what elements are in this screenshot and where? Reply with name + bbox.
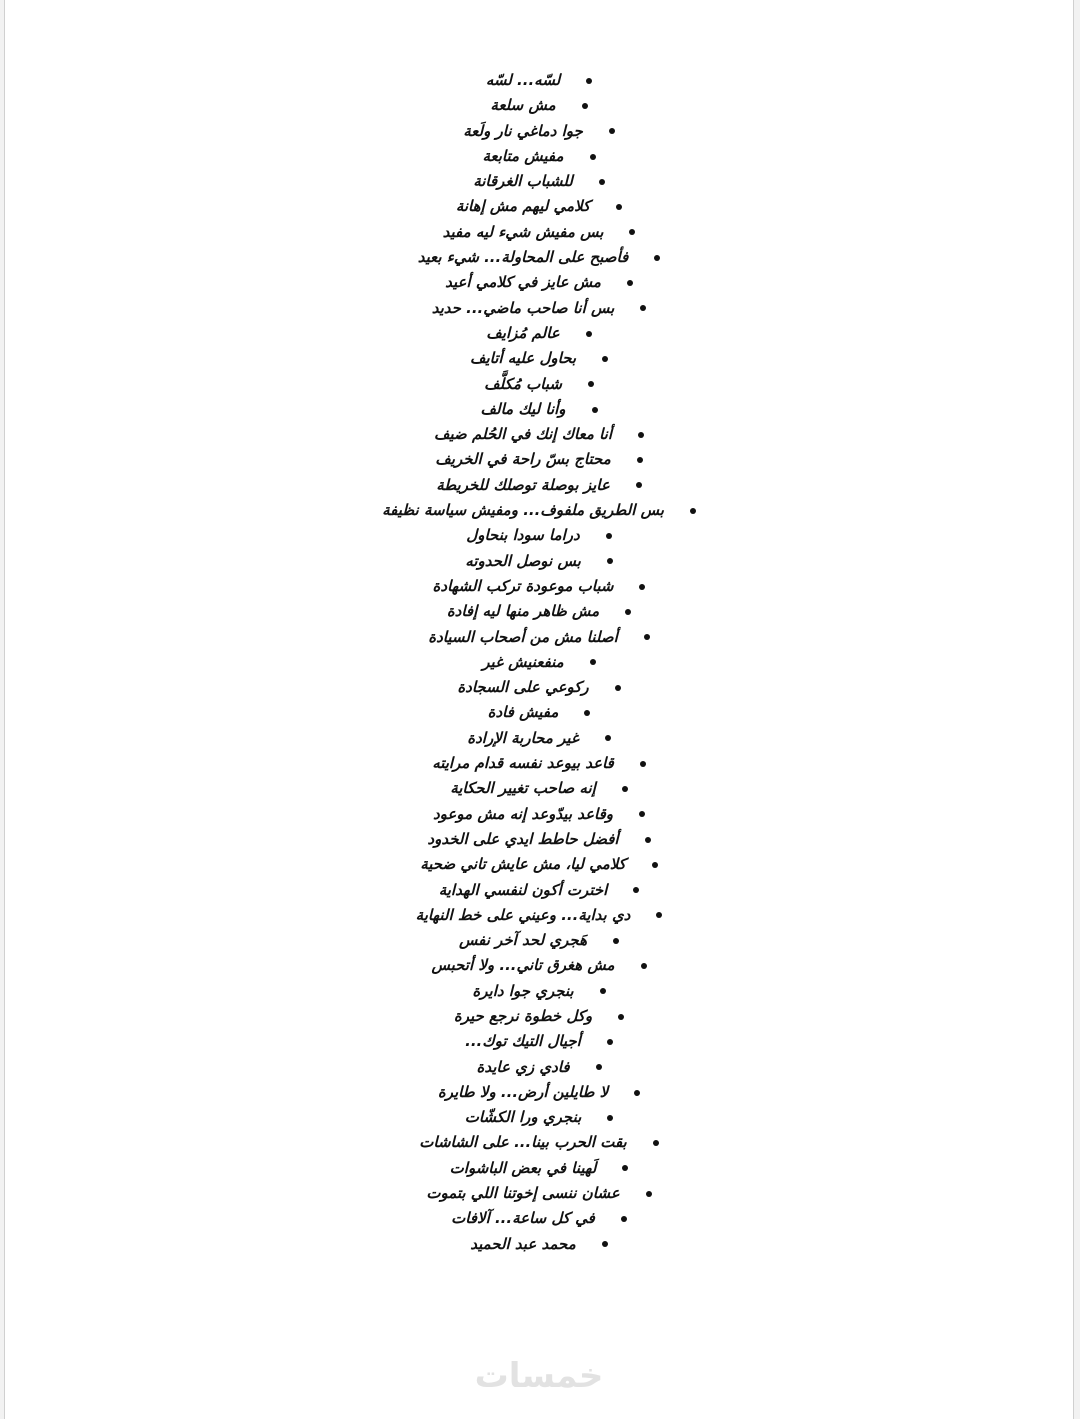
bullet-icon [606, 533, 612, 539]
poem-line-text: فادي زي عايدة [476, 1057, 570, 1076]
bullet-icon [629, 229, 635, 235]
poem-line-text: كلامي ليا، مش عايش تاني ضحية [420, 855, 626, 874]
poem-line [5, 650, 1073, 675]
poem-line [5, 549, 1073, 574]
bullet-icon [644, 634, 650, 640]
poem-line-text: إنه صاحب تغيير الحكاية [450, 779, 596, 798]
poem-line-text: وقاعد بيدّوعد إنه مش موعود [432, 804, 614, 823]
bullet-icon [609, 128, 615, 134]
poem-line-text: فأصبح على المحاولة... شيء بعيد [417, 248, 629, 267]
poem-line [5, 852, 1073, 877]
bullet-icon [645, 837, 651, 843]
bullet-icon [600, 988, 606, 994]
poem-line [5, 447, 1073, 472]
poem-line-text: لا طايلين أرض... ولا طايرة [437, 1082, 609, 1101]
poem-line-text: عالم مُزايف [486, 323, 560, 342]
poem-line-text: بقت الحرب بينا... على الشاشات [419, 1133, 627, 1152]
bullet-icon [622, 1165, 628, 1171]
poem-line [5, 751, 1073, 776]
bullet-icon [639, 584, 645, 590]
poem-line-text: بس الطريق ملفوف... ومفيش سياسة نظيفة [382, 501, 664, 520]
poem-line-text: غير محاربة الإرادة [467, 728, 579, 747]
poem-line-text: أنا معاك إنك في الحُلم ضيف [433, 425, 613, 444]
poem-line-text: مش سلعة [490, 96, 556, 115]
poem-line [5, 1055, 1073, 1080]
bullet-icon [633, 887, 639, 893]
poem-line [5, 1232, 1073, 1257]
poem-line [5, 953, 1073, 978]
poem-line-text: هَجري لحد آخر نفس [459, 931, 588, 950]
poem-line [5, 1080, 1073, 1105]
bullet-icon [602, 1241, 608, 1247]
document-page [4, 0, 1074, 1419]
bullet-icon [641, 963, 647, 969]
poem-line-text: محمد عبد الحميد [470, 1234, 576, 1253]
poem-line [5, 144, 1073, 169]
poem-line [5, 422, 1073, 447]
poem-line [5, 346, 1073, 371]
bullet-icon [599, 179, 605, 185]
poem-line-text: مفيش فادة [487, 703, 559, 722]
poem-line-text: بنجري ورا الكشّات [464, 1108, 582, 1127]
bullet-icon [640, 761, 646, 767]
bullet-icon [621, 1216, 627, 1222]
bullet-icon [654, 255, 660, 261]
poem-line [5, 878, 1073, 903]
bullet-icon [596, 1064, 602, 1070]
poem-line-text: جوا دماغي نار ولَعة [463, 121, 583, 140]
poem-line-text: مش ظاهر منها ليه إفادة [446, 602, 600, 621]
poem-line [5, 194, 1073, 219]
poem-line-text: بنجري جوا دايرة [472, 981, 574, 1000]
watermark-logo: خمسات [474, 1356, 604, 1396]
bullet-icon [638, 432, 644, 438]
poem-line-text: كلامي ليهم مش إهانة [455, 197, 591, 216]
poem-line [5, 270, 1073, 295]
poem-line [5, 928, 1073, 953]
bullet-icon [690, 508, 696, 514]
bullet-icon [607, 558, 613, 564]
poem-line [5, 397, 1073, 422]
poem-line [5, 245, 1073, 270]
bullet-icon [582, 103, 588, 109]
poem-line-text: بحاول عليه أتايف [469, 349, 577, 368]
bullet-icon [590, 659, 596, 665]
poem-line [5, 68, 1073, 93]
bullet-icon [586, 78, 592, 84]
bullet-icon [627, 280, 633, 286]
poem-line [5, 169, 1073, 194]
poem-line [5, 1029, 1073, 1054]
poem-line [5, 372, 1073, 397]
poem-line-text: بس مفيش شيء ليه مفيد [442, 222, 604, 241]
poem-line [5, 523, 1073, 548]
poem-line [5, 1004, 1073, 1029]
poem-list [5, 68, 1073, 1257]
bullet-icon [590, 154, 596, 160]
poem-line-text: شباب مُكلَّف [484, 374, 562, 393]
poem-line-text: مفيش متابعة [482, 146, 564, 165]
poem-line-text: محتاج بسّ راحة في الخريف [435, 450, 611, 469]
poem-line-text: لَهينا في بعض الباشوات [449, 1158, 597, 1177]
poem-line-text: وأنا ليك مالف [480, 399, 566, 418]
poem-line [5, 220, 1073, 245]
poem-line [5, 675, 1073, 700]
poem-line [5, 625, 1073, 650]
bullet-icon [602, 356, 608, 362]
poem-line-text: للشباب الغرقانة [473, 172, 573, 191]
poem-line-text: بس أنا صاحب ماضي... حديد [431, 298, 615, 317]
poem-line [5, 574, 1073, 599]
poem-line [5, 599, 1073, 624]
bullet-icon [622, 786, 628, 792]
poem-line [5, 903, 1073, 928]
poem-line-text: في كل ساعة... آلافات [451, 1209, 595, 1228]
poem-line-text: شباب موعودة تركب الشهادة [432, 576, 614, 595]
bullet-icon [618, 1014, 624, 1020]
bullet-icon [652, 862, 658, 868]
poem-line [5, 827, 1073, 852]
poem-line [5, 473, 1073, 498]
bullet-icon [592, 407, 598, 413]
poem-line [5, 979, 1073, 1004]
bullet-icon [615, 685, 621, 691]
poem-line-text: أفضل حاطط ايدي على الخدود [427, 829, 619, 848]
bullet-icon [625, 609, 631, 615]
poem-line-text: لسّه... لسّه [485, 71, 561, 89]
poem-line-text: منفعنيش غير [482, 652, 564, 671]
bullet-icon [586, 331, 592, 337]
poem-line-text: مش عايز في كلامي أعيد [445, 273, 601, 292]
poem-line-text: بس نوصل الحدوته [465, 551, 581, 570]
bullet-icon [656, 912, 662, 918]
bullet-icon [653, 1140, 659, 1146]
bullet-icon [605, 735, 611, 741]
poem-line [5, 296, 1073, 321]
bullet-icon [639, 811, 645, 817]
poem-line [5, 726, 1073, 751]
bullet-icon [634, 1090, 640, 1096]
poem-line-text: اخترت أكون لنفسي الهداية [438, 880, 608, 899]
poem-line-text: أجيال التيك توك... [465, 1032, 581, 1051]
poem-line-text: قاعد بيوعد نفسه قدام مرايته [432, 754, 614, 773]
bullet-icon [616, 204, 622, 210]
poem-line [5, 776, 1073, 801]
poem-line-text: مش هغرق تاني... ولا أتحبس [431, 956, 615, 975]
bullet-icon [584, 710, 590, 716]
poem-line [5, 1130, 1073, 1155]
poem-line-text: دراما سودا بنحاول [466, 526, 580, 545]
poem-line-text: دي بداية... وعيني على خط النهاية [415, 905, 631, 924]
poem-line-text: ركوعي على السجادة [457, 678, 589, 697]
poem-line [5, 700, 1073, 725]
poem-line [5, 802, 1073, 827]
poem-line [5, 1181, 1073, 1206]
bullet-icon [636, 482, 642, 488]
poem-line-text: عايز بوصلة توصلك للخريطة [436, 475, 610, 494]
poem-line [5, 1156, 1073, 1181]
poem-line [5, 93, 1073, 118]
bullet-icon [613, 938, 619, 944]
poem-line-text: عشان ننسى إخوتنا اللي بتموت [426, 1184, 620, 1203]
bullet-icon [646, 1191, 652, 1197]
bullet-icon [640, 305, 646, 311]
bullet-icon [588, 381, 594, 387]
bullet-icon [607, 1115, 613, 1121]
poem-line-text: وكل خطوة نرجع حيرة [453, 1006, 593, 1025]
poem-line-text: أصلنا مش من أصحاب السيادة [428, 627, 618, 646]
poem-line [5, 321, 1073, 346]
poem-line [5, 1105, 1073, 1130]
poem-line [5, 119, 1073, 144]
poem-line [5, 498, 1073, 523]
bullet-icon [607, 1039, 613, 1045]
bullet-icon [637, 457, 643, 463]
poem-line [5, 1206, 1073, 1231]
